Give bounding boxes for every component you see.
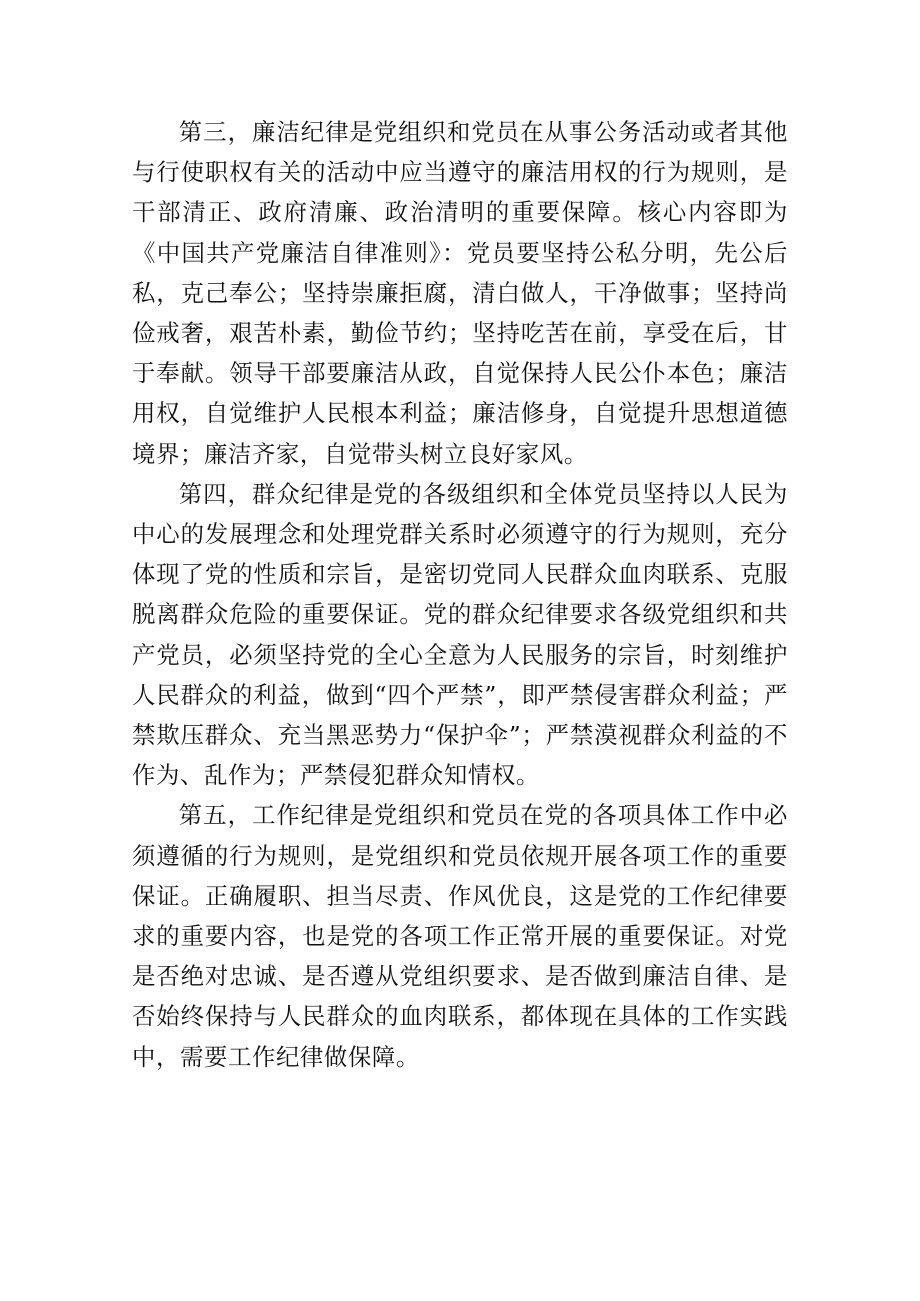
- paragraph-integrity-discipline: 第三，廉洁纪律是党组织和党员在从事公务活动或者其他与行使职权有关的活动中应当遵守的廉洁用权的行为规则，是干部清正、政府清廉、政治清明的重要保障。核心内容即为《中国共产党廉洁自律准则》：党员要坚持公私分明，先公后私，克己奉公；坚持崇廉拒腐，清白做人，干净做事；坚持尚俭戒奢，艰苦朴素，勤俭节约；坚持吃苦在前，享受在后，甘于奉献。领导干部要廉洁从政，自觉保持人民公仆本色；廉洁用权，自觉维护人民根本利益；廉洁修身，自觉提升思想道德境界；廉洁齐家，自觉带头树立良好家风。: [132, 118, 788, 468]
- document-body: [132, 112, 788, 1077]
- paragraph-work-discipline: 第五，工作纪律是党组织和党员在党的各项具体工作中必须遵循的行为规则，是党组织和党员依规开展各项工作的重要保证。正确履职、担当尽责、作风优良，这是党的工作纪律要求的重要内容，也是党的各项工作正常开展的重要保证。对党是否绝对忠诚、是否遵从党组织要求、是否做到廉洁自律、是否始终保持与人民群众的血肉联系，都体现在具体的工作实践中，需要工作纪律做保障。: [132, 801, 788, 1071]
- paragraph-mass-discipline: 第四，群众纪律是党的各级组织和全体党员坚持以人民为中心的发展理念和处理党群关系时必须遵守的行为规则，充分体现了党的性质和宗旨，是密切党同人民群众血肉联系、克服脱离群众危险的重要保证。党的群众纪律要求各级党组织和共产党员，必须坚持党的全心全意为人民服务的宗旨，时刻维护人民群众的利益，做到“四个严禁”，即严禁侵害群众利益；严禁欺压群众、充当黑恶势力“保护伞”；严禁漠视群众利益的不作为、乱作为；严禁侵犯群众知情权。: [132, 479, 788, 790]
